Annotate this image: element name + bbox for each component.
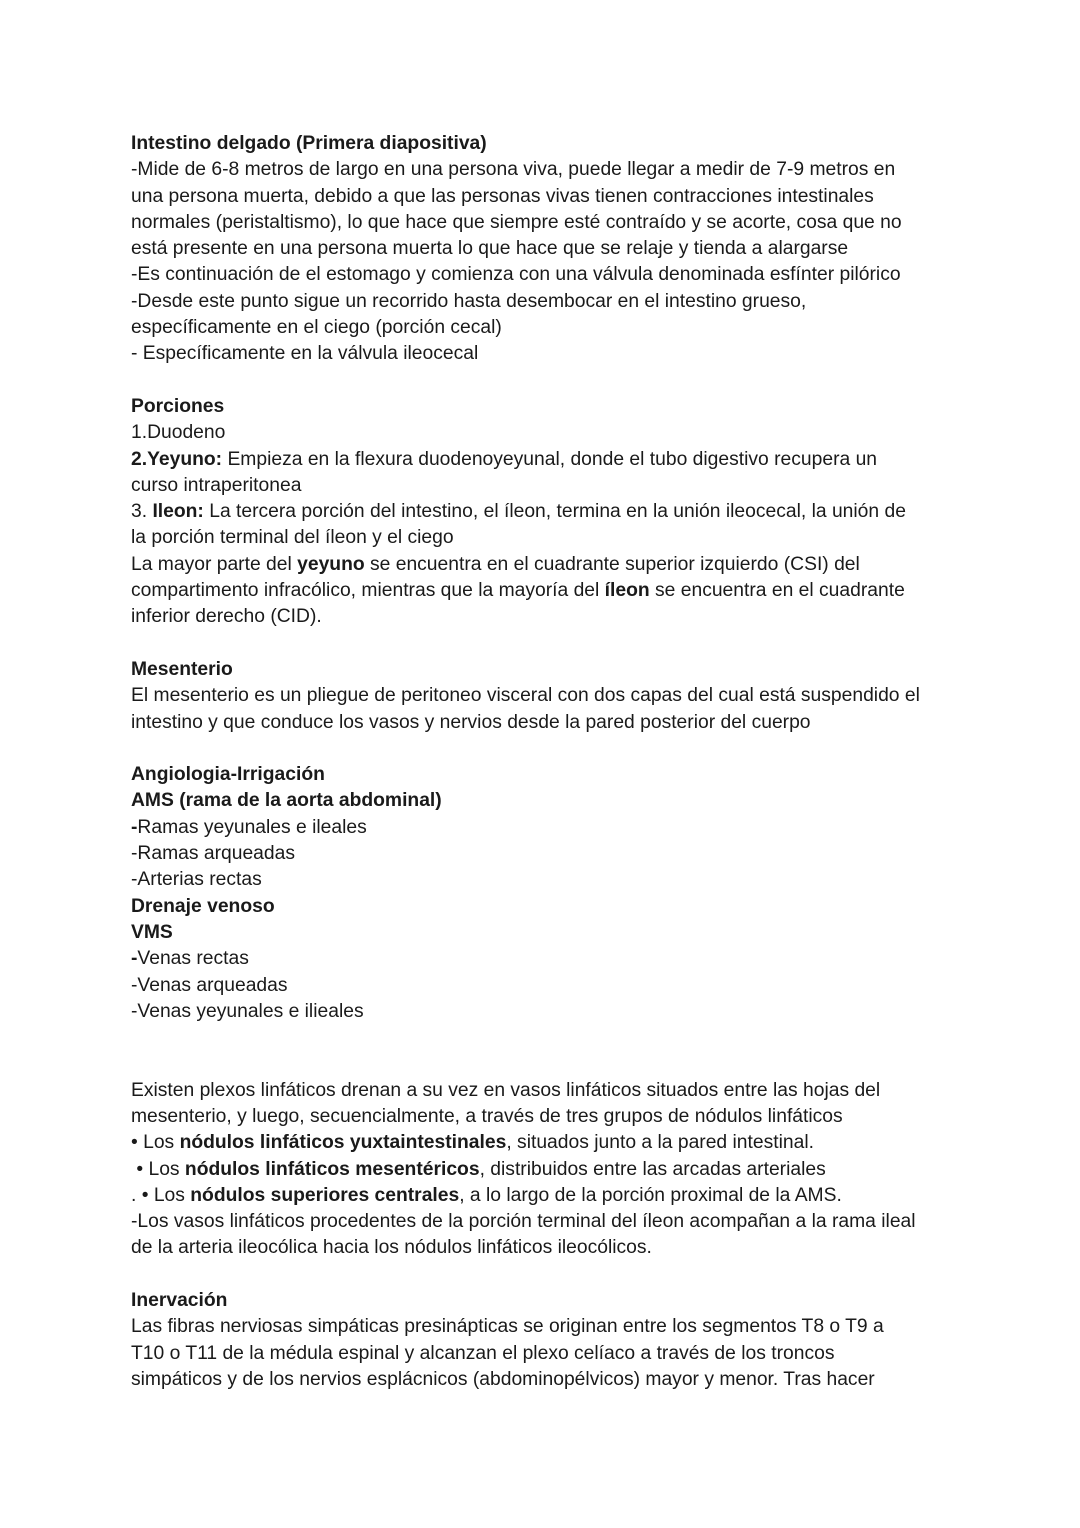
paragraph-line: - Específicamente en la válvula ileocecal (131, 343, 479, 365)
paragraph-line: T10 o T11 de la médula espinal y alcanzan el plexo celíaco a través de los troncos (131, 1342, 835, 1364)
paragraph-line: inferior derecho (CID). (131, 606, 322, 628)
paragraph-line: Existen plexos linfáticos drenan a su vez en vasos linfáticos situados entre las hojas del (131, 1079, 881, 1101)
paragraph-line: -Los vasos linfáticos procedentes de la porción terminal del íleon acompañan a la rama ileal (131, 1211, 916, 1233)
paragraph-line: -Mide de 6-8 metros de largo en una persona viva, puede llegar a medir de 7-9 metros en (131, 159, 896, 181)
list-item: -Venas arqueadas (131, 974, 288, 996)
paragraph-line: -Es continuación de el estomago y comienza con una válvula denominada esfínter pilórico (131, 264, 901, 286)
paragraph-line: -Desde este punto sigue un recorrido hasta desembocar en el intestino grueso, (131, 290, 807, 312)
list-item-ileon: 3. Ileon: La tercera porción del intestino, el íleon, termina en la unión ileocecal, la unión de (131, 501, 906, 523)
document-page (131, 131, 961, 1393)
list-item: -Ramas arqueadas (131, 843, 295, 865)
paragraph-line: está presente en una persona muerta lo que hace que se relaje y tienda a alargarse (131, 238, 849, 260)
list-item-yeyuno: 2.Yeyuno: Empieza en la flexura duodenoyeyunal, donde el tubo digestivo recupera un (131, 448, 878, 470)
paragraph-line: curso intraperitonea (131, 474, 302, 496)
paragraph-line: la porción terminal del íleon y el ciego (131, 527, 454, 549)
section-title-intestino: Intestino delgado (Primera diapositiva) (131, 133, 487, 154)
list-item: -Arterias rectas (131, 869, 262, 891)
paragraph-line: compartimento infracólico, mientras que la mayoría del íleon se encuentra en el cuadrante (131, 580, 905, 602)
paragraph-line: una persona muerta, debido a que las personas vivas tienen contracciones intestinales (131, 185, 874, 207)
bullet-item: . • Los nódulos superiores centrales, a lo largo de la porción proximal de la AMS. (131, 1184, 842, 1206)
list-item-duodeno: 1.Duodeno (131, 422, 226, 444)
subheading-ams: AMS (rama de la aorta abdominal) (131, 790, 442, 812)
list-item: -Venas rectas (131, 948, 249, 970)
section-title-angiologia: Angiologia-Irrigación (131, 764, 325, 786)
paragraph-line: mesenterio, y luego, secuencialmente, a través de tres grupos de nódulos linfáticos (131, 1105, 843, 1127)
paragraph-line: específicamente en el ciego (porción cecal) (131, 317, 502, 339)
list-item: -Venas yeyunales e ilieales (131, 1000, 364, 1022)
paragraph-line: normales (peristaltismo), lo que hace que siempre esté contraído y se acorte, cosa que no (131, 211, 902, 233)
paragraph-line: simpáticos y de los nervios esplácnicos (abdominopélvicos) mayor y menor. Tras hacer (131, 1368, 875, 1390)
section-title-porciones: Porciones (131, 395, 225, 417)
bullet-item: • Los nódulos linfáticos mesentéricos, distribuidos entre las arcadas arteriales (131, 1158, 826, 1180)
paragraph-line: de la arteria ileocólica hacia los nódulos linfáticos ileocólicos. (131, 1237, 652, 1259)
subheading-vms: VMS (131, 921, 173, 943)
paragraph-line: El mesenterio es un pliegue de peritoneo visceral con dos capas del cual está suspendido el (131, 685, 920, 707)
list-item: -Ramas yeyunales e ileales (131, 816, 367, 838)
paragraph-line: Las fibras nerviosas simpáticas presinápticas se originan entre los segmentos T8 o T9 a (131, 1316, 884, 1338)
section-title-inervacion: Inervación (131, 1290, 228, 1312)
paragraph-line: intestino y que conduce los vasos y nervios desde la pared posterior del cuerpo (131, 711, 811, 733)
bullet-item: • Los nódulos linfáticos yuxtaintestinales, situados junto a la pared intestinal. (131, 1132, 814, 1154)
subheading-drenaje: Drenaje venoso (131, 895, 275, 917)
paragraph-line: La mayor parte del yeyuno se encuentra en el cuadrante superior izquierdo (CSI) del (131, 553, 860, 575)
section-title-mesenterio: Mesenterio (131, 658, 233, 680)
